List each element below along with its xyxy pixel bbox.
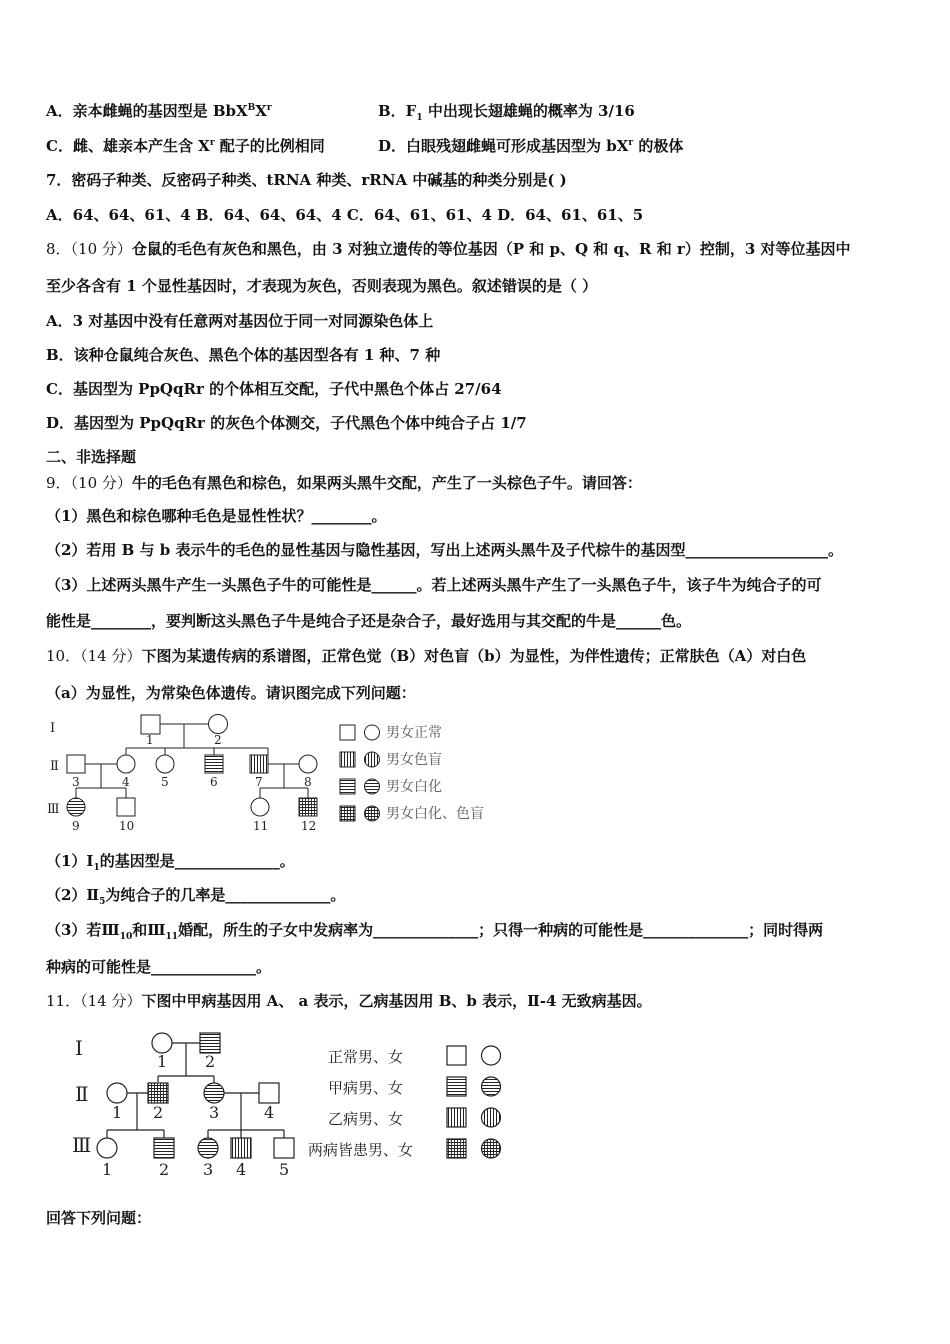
individual-number: 3 — [209, 1103, 220, 1122]
individual-number: 6 — [210, 775, 218, 789]
pedigree-female-normal — [117, 755, 135, 773]
legend-label: 乙病男、女 — [328, 1110, 404, 1128]
legend-female-both-diseases — [482, 1139, 501, 1158]
legend-male-disease-a — [447, 1077, 466, 1096]
q8-option-a: A．3 对基因中没有任意两对基因位于同一对同源染色体上 — [46, 312, 434, 330]
legend-male-albino — [340, 779, 355, 794]
individual-number: 1 — [157, 1052, 168, 1071]
pedigree-female-normal — [152, 1033, 172, 1053]
individual-number: 2 — [205, 1052, 216, 1071]
q10-sub3-line1: （3）若$Ⅲ_{10}$和$Ⅲ_{11}$婚配，所生的子女中发病率为______________；只得一种病的可能性是______________；同时得两 — [46, 921, 824, 942]
pedigree-male-colorblind — [250, 755, 268, 773]
pedigree-male-albino — [205, 755, 223, 773]
legend-male-normal — [340, 725, 355, 740]
individual-number: 7 — [255, 775, 263, 789]
pedigree-female-normal — [107, 1083, 127, 1103]
legend-label: 正常男、女 — [328, 1048, 404, 1066]
pedigree-female-normal — [299, 755, 317, 773]
pedigree-female-normal — [156, 755, 174, 773]
legend-label: 男女色盲 — [386, 752, 442, 768]
individual-number: 8 — [304, 775, 312, 789]
individual-number: 3 — [72, 775, 80, 789]
individual-number: 1 — [112, 1103, 123, 1122]
section-heading: 二、非选择题 — [46, 448, 137, 466]
q8-option-d: D．基因型为 PpQqRr 的灰色个体测交，子代黑色个体中纯合子占 1/7 — [46, 414, 527, 432]
q11-stem: 11．（14 分）下图中甲病基因用 A、 a 表示，乙病基因用 B、b 表示，Ⅱ-4 无致病基因。 — [46, 992, 652, 1010]
legend-label: 男女白化 — [386, 779, 442, 795]
individual-number: 2 — [153, 1103, 164, 1122]
pedigree-male-disease-b — [231, 1138, 251, 1158]
individual-number: 1 — [102, 1160, 113, 1179]
legend-male-disease-b — [447, 1108, 466, 1127]
pedigree-female-disease-a — [204, 1083, 224, 1103]
q8-option-c: C．基因型为 PpQqRr 的个体相互交配，子代中黑色个体占 27/64 — [46, 380, 502, 398]
pedigree-female-normal — [97, 1138, 117, 1158]
pedigree-chart-q10 — [40, 710, 510, 840]
pedigree-male-normal — [117, 798, 135, 816]
legend-label: 甲病男、女 — [328, 1079, 404, 1097]
q9-number: 9．（10 分） — [46, 474, 132, 492]
q10-stem-line2: （a）为显性，为常染色体遗传。请识图完成下列问题： — [46, 684, 416, 702]
q9-sub3-line2: 能性是________，要判断这头黑色子牛是纯合子还是杂合子，最好选用与其交配的牛是______色。 — [46, 612, 692, 630]
q6-option-c: C．雌、雄亲本产生含 $X^r$ 配子的比例相同 — [46, 137, 325, 155]
q7-stem: 7．密码子种类、反密码子种类、tRNA 种类、rRNA 中碱基的种类分别是( ) — [46, 171, 567, 189]
q9-stem: 9．（10 分）牛的毛色有黑色和棕色，如果两头黑牛交配，产生了一头棕色子牛。请回答： — [46, 474, 642, 492]
pedigree-male-normal — [274, 1138, 294, 1158]
generation-label: Ⅲ — [72, 1133, 92, 1157]
individual-number: 4 — [236, 1160, 247, 1179]
pedigree-female-disease-a — [198, 1138, 218, 1158]
individual-number: 5 — [279, 1160, 290, 1179]
individual-number: 1 — [146, 733, 154, 747]
q10-sub2: $(2)Ⅱ_5$为纯合子的几率是______________。 — [46, 886, 346, 907]
pedigree-male-disease-a — [200, 1033, 220, 1053]
legend-label: 男女白化、色盲 — [386, 806, 484, 822]
q6-option-d: D．白眼残翅雌蝇可形成基因型为 $bX^r$ 的极体 — [378, 137, 684, 155]
pedigree-male-both-diseases — [148, 1083, 168, 1103]
pedigree-male-normal — [141, 715, 160, 734]
generation-label: Ⅱ — [75, 1082, 89, 1106]
individual-number: 11 — [253, 819, 269, 833]
q11-number: 11．（14 分） — [46, 992, 142, 1010]
q11-answer-prompt: 回答下列问题： — [46, 1209, 152, 1227]
q8-option-b: B．该种仓鼠纯合灰色、黑色个体的基因型各有 1 种、7 种 — [46, 346, 441, 364]
generation-label: Ⅲ — [47, 802, 60, 817]
q7-options: A．64、64、61、4 B．64、64、64、4 C．64、61、61、4 D．64、61、61、5 — [46, 206, 644, 224]
individual-number: 5 — [161, 775, 169, 789]
pedigree-male-disease-a — [154, 1138, 174, 1158]
q10-number: 10．（14 分） — [46, 647, 142, 665]
individual-number: 3 — [203, 1160, 214, 1179]
q9-sub3-line1: （3）上述两头黑牛产生一头黑色子牛的可能性是______。若上述两头黑牛产生了一头黑色子牛，该子牛为纯合子的可 — [46, 576, 822, 594]
q6-option-b: B．$F_1$ 中出现长翅雄蝇的概率为 3/16 — [378, 102, 635, 123]
generation-label: Ⅰ — [50, 721, 56, 736]
pedigree-female-normal — [251, 798, 269, 816]
legend-female-albino-colorblind — [365, 806, 380, 821]
generation-label: Ⅰ — [75, 1036, 83, 1060]
pedigree-male-normal — [67, 755, 85, 773]
individual-number: 10 — [119, 819, 135, 833]
legend-female-normal — [482, 1046, 501, 1065]
pedigree-male-normal — [259, 1083, 279, 1103]
q8-stem-line2: 至少各含有 1 个显性基因时，才表现为灰色，否则表现为黑色。叙述错误的是（ ） — [46, 277, 598, 295]
q6-option-a: A．亲本雌蝇的基因型是 $BbX^BX^r$ — [46, 102, 272, 120]
pedigree-female-albino — [67, 798, 85, 816]
pedigree-female-normal — [209, 715, 228, 734]
q8-number: 8．（10 分） — [46, 240, 132, 258]
legend-female-colorblind — [365, 752, 380, 767]
pedigree-male-albino-colorblind — [299, 798, 317, 816]
individual-number: 2 — [159, 1160, 170, 1179]
generation-label: Ⅱ — [50, 759, 59, 774]
legend-male-albino-colorblind — [340, 806, 355, 821]
q10-sub3-line2: 种病的可能性是______________。 — [46, 958, 272, 976]
legend-female-disease-a — [482, 1077, 501, 1096]
legend-male-colorblind — [340, 752, 355, 767]
legend-female-normal — [365, 725, 380, 740]
legend-female-disease-b — [482, 1108, 501, 1127]
q10-stem-line1: 10．（14 分）下图为某遗传病的系谱图，正常色觉（B）对色盲（b）为显性，为伴性遗传；正常肤色（A）对白色 — [46, 647, 807, 665]
individual-number: 2 — [214, 733, 222, 747]
q9-sub1: （1）黑色和棕色哪种毛色是显性性状？________。 — [46, 507, 387, 525]
individual-number: 12 — [301, 819, 317, 833]
individual-number: 4 — [122, 775, 130, 789]
q9-sub2: （2）若用 B 与 b 表示牛的毛色的显性基因与隐性基因，写出上述两头黑牛及子代棕牛的基因型___________________。 — [46, 541, 843, 559]
legend-male-normal — [447, 1046, 466, 1065]
legend-male-both-diseases — [447, 1139, 466, 1158]
individual-number: 9 — [72, 819, 80, 833]
q10-sub1: $(1)Ⅰ_1$的基因型是______________。 — [46, 852, 295, 873]
individual-number: 4 — [264, 1103, 275, 1122]
legend-label: 男女正常 — [386, 725, 442, 741]
pedigree-chart-q11 — [60, 1024, 520, 1184]
q8-stem-line1: 8．（10 分）仓鼠的毛色有灰色和黑色，由 3 对独立遗传的等位基因（P 和 p、Q 和 q、R 和 r）控制，3 对等位基因中 — [46, 240, 851, 258]
legend-female-albino — [365, 779, 380, 794]
legend-label: 两病皆患男、女 — [308, 1141, 414, 1159]
